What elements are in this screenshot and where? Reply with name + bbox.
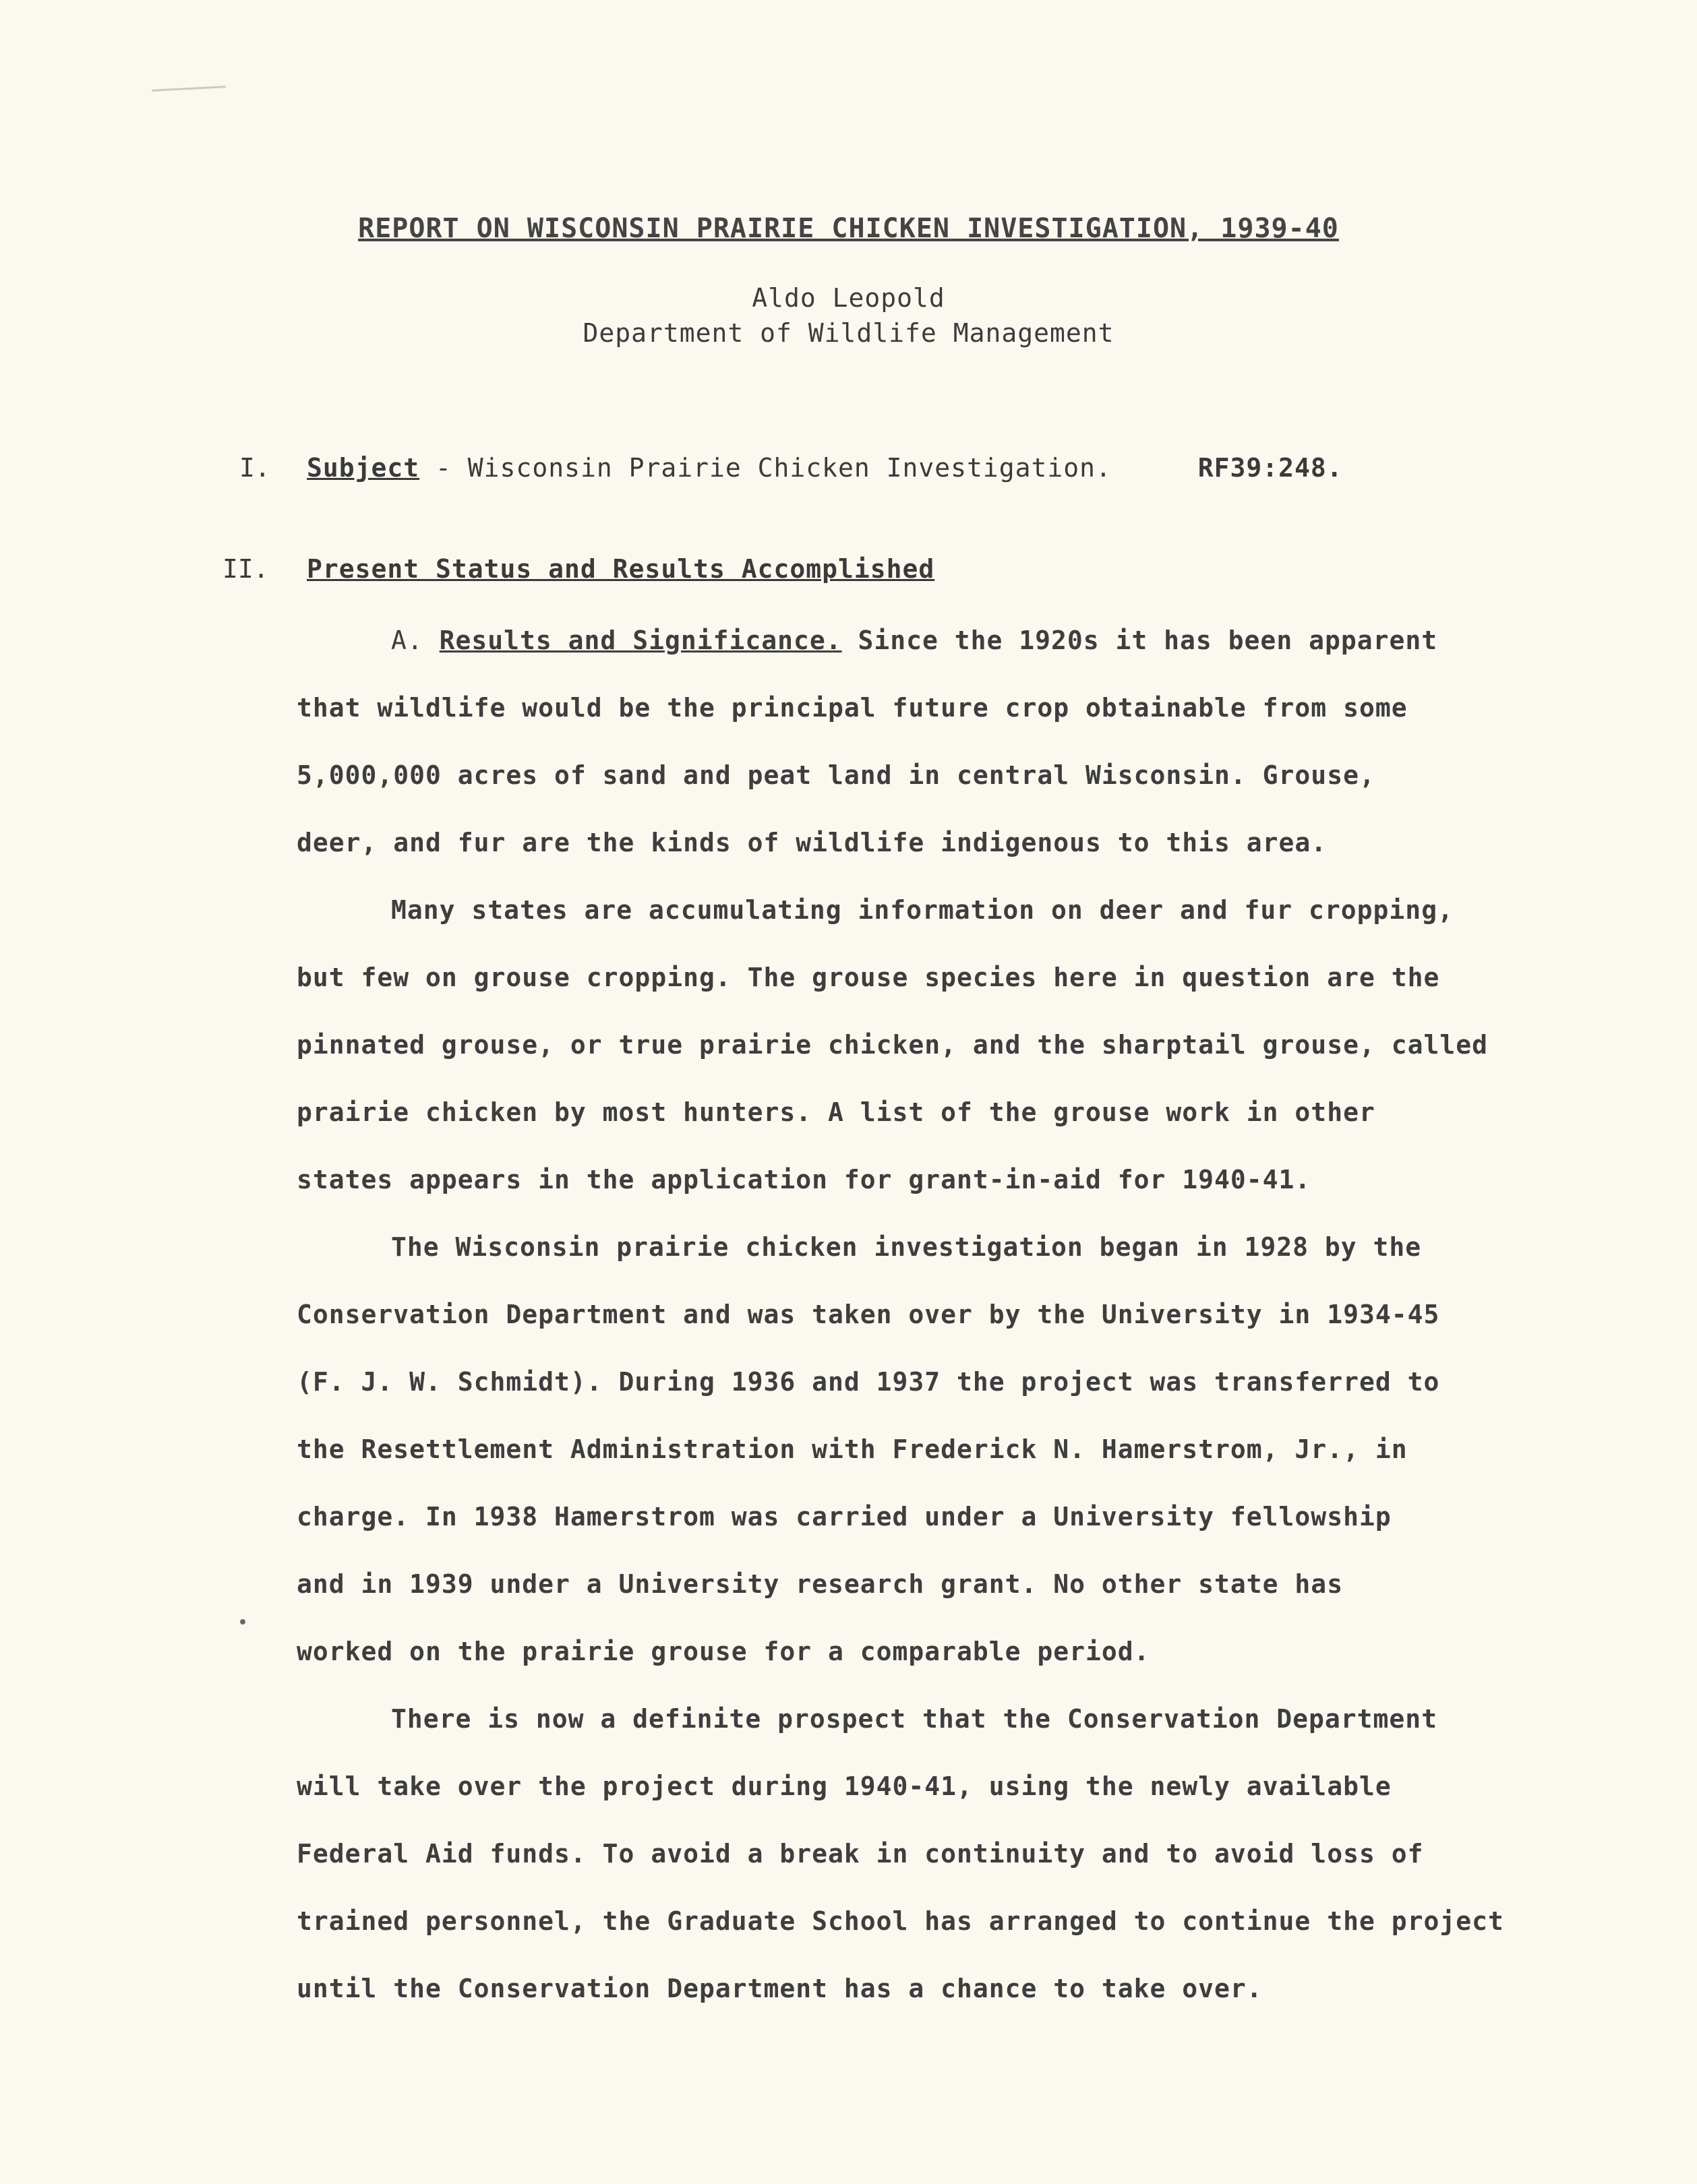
section-2-line — [307, 554, 934, 584]
paragraph-4-line-2: will take over the project during 1940-41, using the newly available — [297, 1771, 1392, 1801]
paragraph-2-line-1: Many states are accumulating information on deer and fur cropping, — [391, 895, 1454, 925]
paragraph-3-line-2: Conservation Department and was taken over by the University in 1934-45 — [297, 1300, 1440, 1329]
paragraph-3-line-6: and in 1939 under a University research grant. No other state has — [297, 1569, 1344, 1599]
paragraph-1-text-1: Since the 1920s it has been apparent — [841, 626, 1438, 655]
paragraph-3-line-1: The Wisconsin prairie chicken investigation began in 1928 by the — [391, 1232, 1422, 1262]
paragraph-3-line-3: (F. J. W. Schmidt). During 1936 and 1937 the project was transferred to — [297, 1367, 1440, 1397]
paragraph-3-line-7: worked on the prairie grouse for a comparable period. — [297, 1637, 1150, 1666]
paragraph-2-line-2: but few on grouse cropping. The grouse species here in question are the — [297, 963, 1440, 992]
paragraph-1-line-2: that wildlife would be the principal future crop obtainable from some — [297, 693, 1408, 723]
pencil-mark — [152, 86, 226, 92]
section-2-number: II. — [222, 554, 269, 584]
paragraph-3-line-5: charge. In 1938 Hamerstrom was carried under a University fellowship — [297, 1502, 1392, 1531]
paragraph-1-line-1 — [297, 607, 1564, 674]
section-2-heading: Present Status and Results Accomplished — [307, 554, 935, 584]
section-1-line — [307, 453, 1343, 483]
section-1-code: RF39:248. — [1197, 453, 1343, 483]
paragraph-2 — [297, 876, 1564, 1213]
paragraph-2-line-3: pinnated grouse, or true prairie chicken, and the sharptail grouse, called — [297, 1030, 1488, 1060]
section-1-heading: Subject — [307, 453, 420, 483]
paragraph-4 — [297, 1685, 1564, 2022]
paragraph-1-line-3: 5,000,000 acres of sand and peat land in central Wisconsin. Grouse, — [297, 760, 1375, 790]
paragraph-4-line-4: trained personnel, the Graduate School has arranged to continue the project — [297, 1906, 1504, 1936]
subsection-a-label: A. — [391, 626, 423, 655]
author-name: Aldo Leopold — [752, 283, 945, 313]
subsection-a-heading: Results and Significance. — [439, 626, 842, 655]
paragraph-4-line-3: Federal Aid funds. To avoid a break in continuity and to avoid loss of — [297, 1839, 1424, 1869]
section-1-number: I. — [239, 453, 270, 483]
department-name: Department of Wildlife Management — [583, 318, 1114, 348]
paragraph-3-line-4: the Resettlement Administration with Frederick N. Hamerstrom, Jr., in — [297, 1434, 1408, 1464]
paragraph-4-line-5: until the Conservation Department has a chance to take over. — [297, 1974, 1263, 2003]
paragraph-1-line-4: deer, and fur are the kinds of wildlife indigenous to this area. — [297, 828, 1328, 857]
margin-dot — [240, 1619, 245, 1625]
paragraph-4-line-1: There is now a definite prospect that the Conservation Department — [391, 1704, 1438, 1734]
report-title: REPORT ON WISCONSIN PRAIRIE CHICKEN INVESTIGATION, 1939-40 — [358, 213, 1339, 244]
paragraph-3 — [297, 1213, 1564, 1685]
paragraph-2-line-5: states appears in the application for grant-in-aid for 1940-41. — [297, 1165, 1311, 1194]
paragraph-1 — [297, 607, 1564, 876]
paragraph-2-line-4: prairie chicken by most hunters. A list of the grouse work in other — [297, 1097, 1375, 1127]
section-1-text: - Wisconsin Prairie Chicken Investigation. — [436, 453, 1112, 483]
